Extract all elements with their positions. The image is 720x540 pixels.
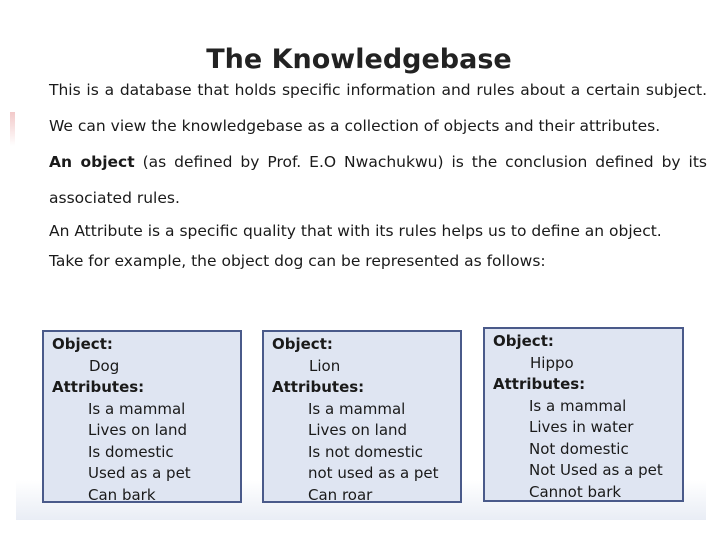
attributes-label: Attributes:: [493, 375, 586, 393]
object-row: [493, 331, 674, 353]
attribute-item: Is a mammal: [88, 399, 186, 418]
paragraph-example-intro: Take for example, the object dog can be represented as follows:: [49, 252, 546, 270]
object-label: Object:: [272, 335, 333, 353]
object-row: [52, 334, 232, 356]
object-value: Hippo: [530, 353, 574, 372]
attribute-item: Is domestic: [88, 442, 174, 461]
attribute-item: Not domestic: [529, 439, 629, 458]
attribute-list: [52, 399, 232, 507]
object-box-hippo: [483, 327, 684, 502]
object-value: Lion: [309, 356, 341, 375]
object-value: Dog: [89, 356, 120, 375]
attribute-item: Is a mammal: [529, 396, 627, 415]
attribute-item: not used as a pet: [308, 464, 439, 482]
object-label: Object:: [52, 335, 113, 353]
attribute-item: Lives on land: [308, 421, 408, 439]
paragraph-object-definition: [49, 144, 707, 216]
attribute-item: Lives on land: [88, 421, 188, 439]
object-term: An object: [49, 153, 135, 171]
attribute-item: Is not domestic: [308, 442, 423, 461]
object-box-dog: [42, 330, 242, 503]
left-accent-bar: [10, 112, 15, 146]
attribute-list: [493, 396, 674, 504]
attribute-item: Can roar: [308, 485, 373, 504]
object-box-lion: [262, 330, 462, 503]
slide-title: The Knowledgebase: [206, 44, 512, 76]
attribute-item: Not Used as a pet: [529, 461, 663, 479]
attributes-label: Attributes:: [272, 378, 365, 396]
attribute-item: Is a mammal: [308, 399, 406, 418]
object-row: [272, 334, 452, 356]
attribute-item: Can bark: [88, 485, 156, 504]
object-label: Object:: [493, 332, 554, 350]
attribute-item: Cannot bark: [529, 482, 622, 501]
paragraph-attribute-definition: An Attribute is a specific quality that with its rules helps us to define an object.: [49, 222, 662, 240]
attribute-item: Used as a pet: [88, 464, 191, 482]
body-text: [49, 72, 707, 276]
attributes-label: Attributes:: [52, 378, 145, 396]
attribute-item: Lives in water: [529, 418, 634, 436]
attribute-list: [272, 399, 452, 507]
object-definition-text: (as defined by Prof. E.O Nwachukwu) is the conclusion defined by its associated rules.: [49, 153, 708, 207]
paragraph-definition: This is a database that holds specific information and rules about a certain subject. We can view the knowledgebase as a collection of objects and their attributes.: [49, 81, 707, 135]
